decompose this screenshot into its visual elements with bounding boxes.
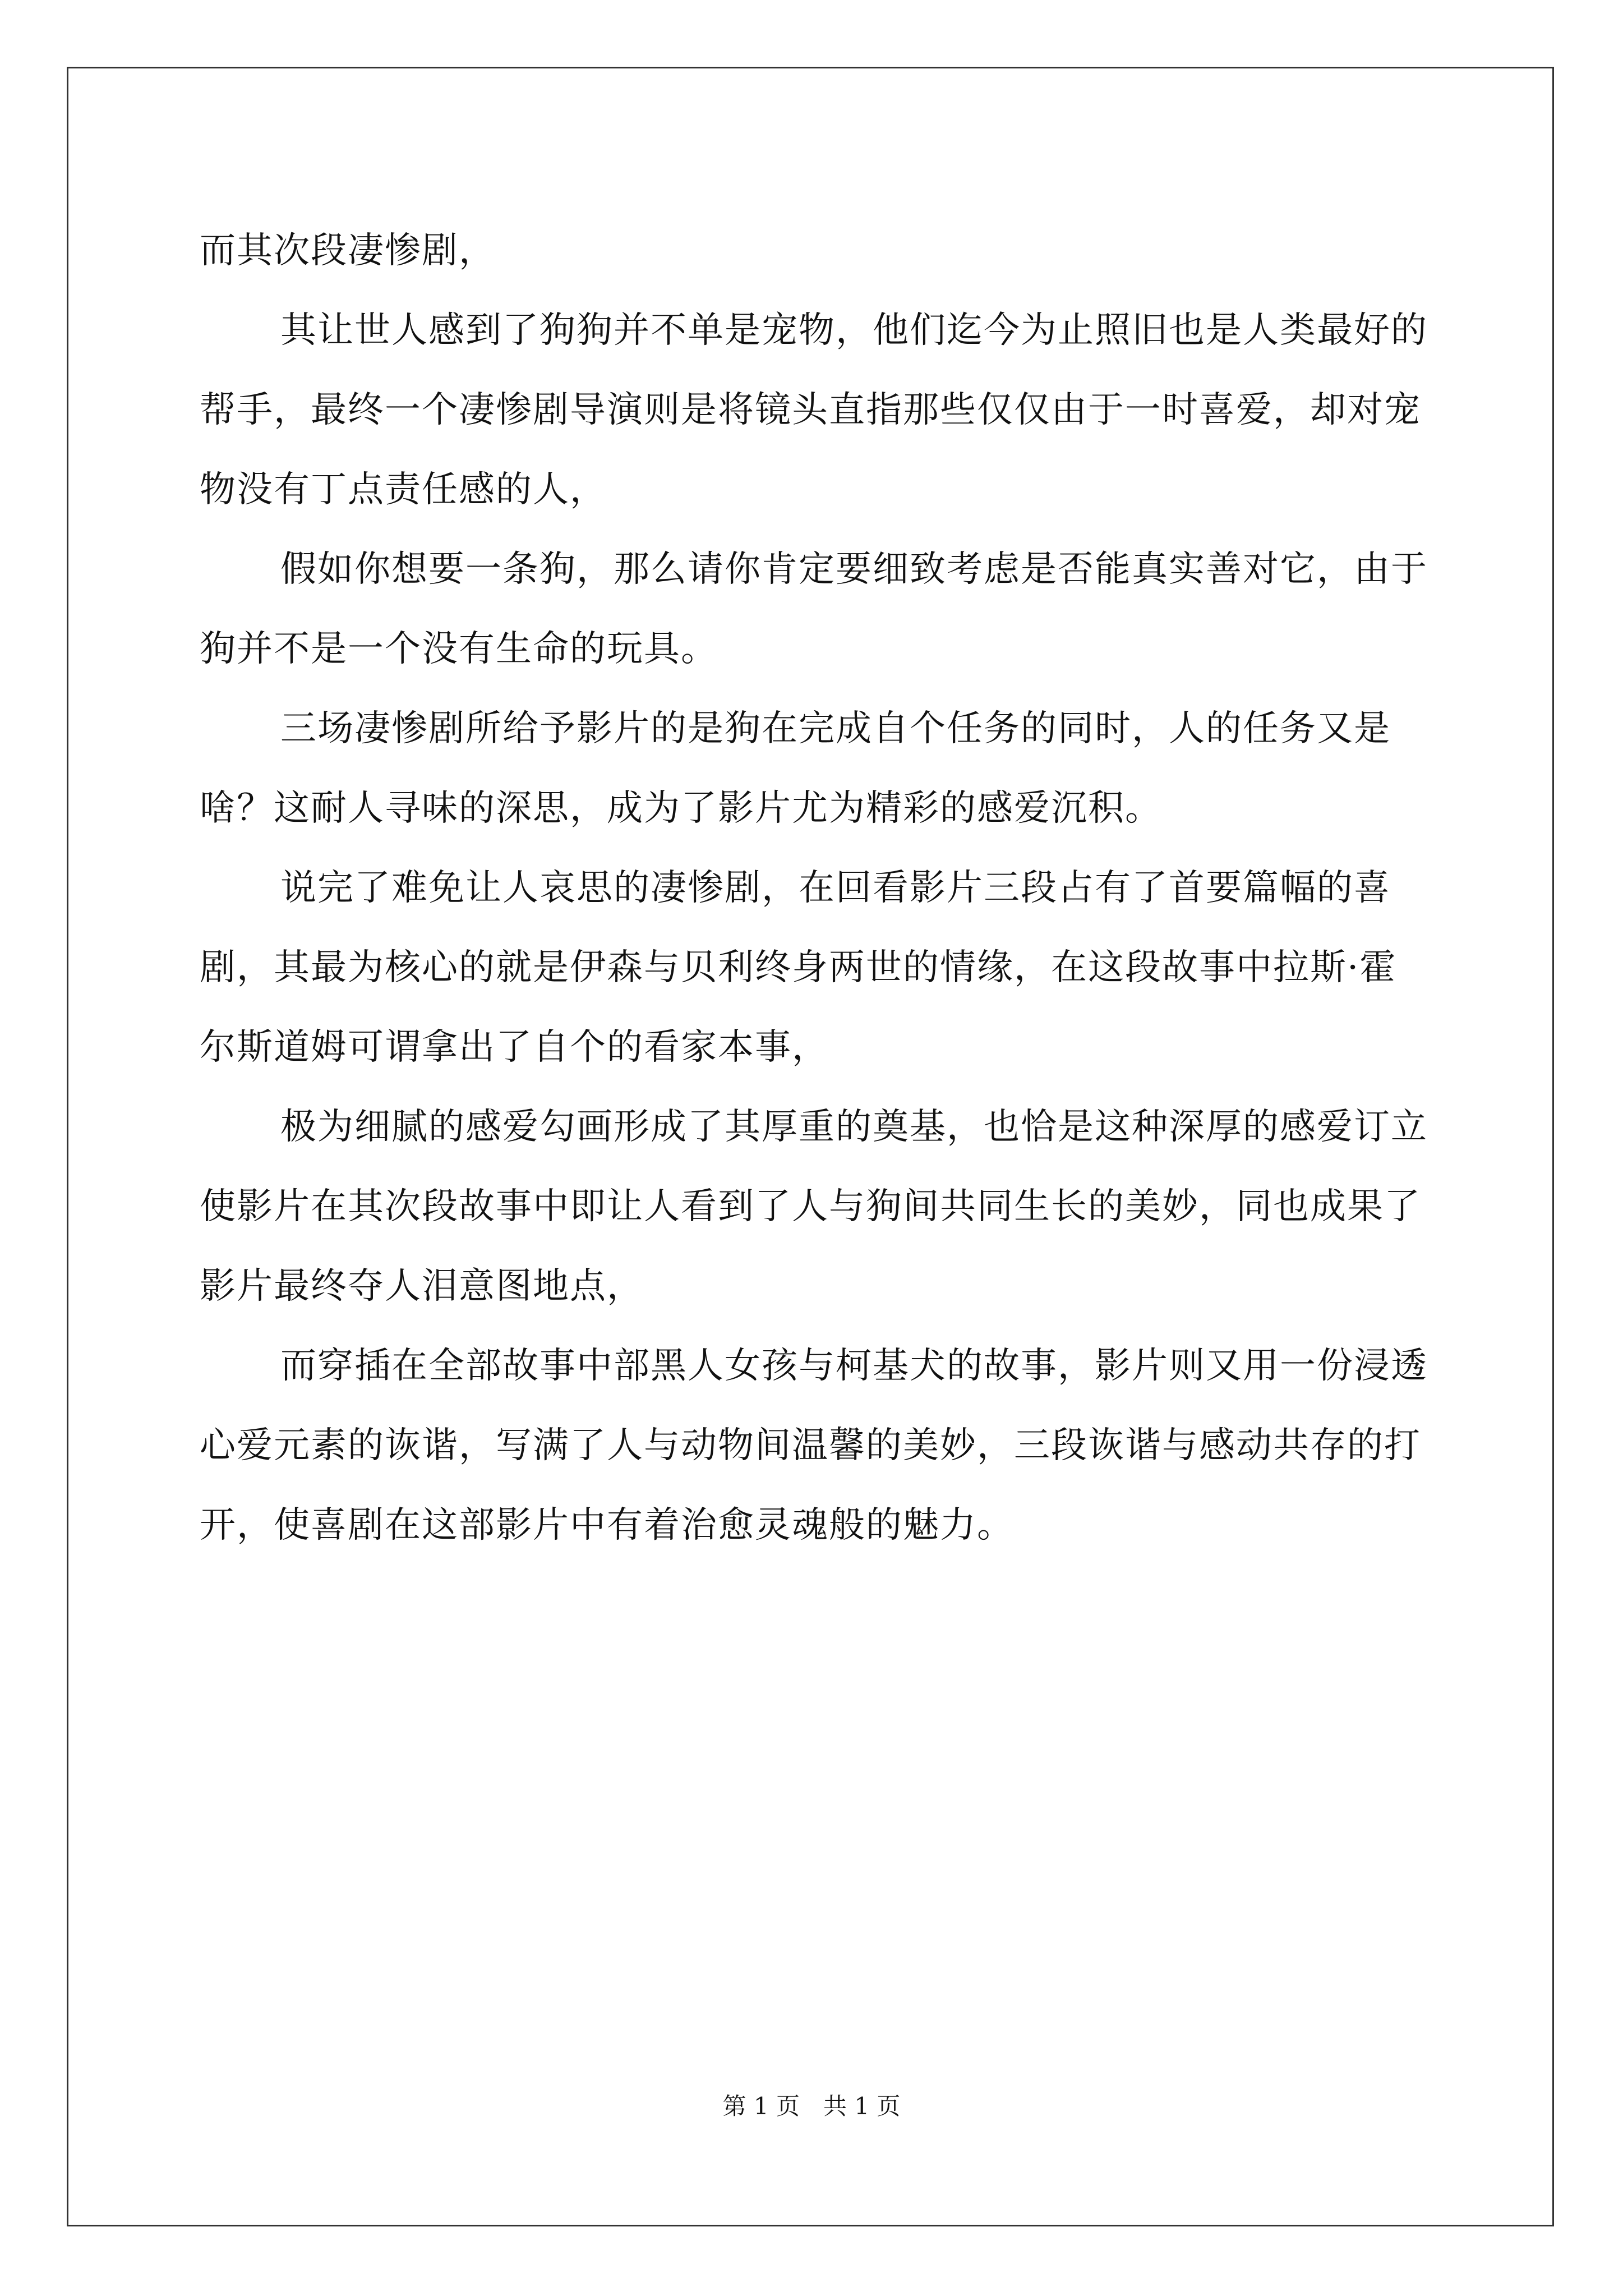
paragraph-2: 其让世人感到了狗狗并不单是宠物，他们迄今为止照旧也是人类最好的帮手，最终一个凄惨剧导演则是将镜头直指那些仅仅由于一时喜爱，却对宠物没有丁点责任感的人， [200, 310, 1428, 510]
paragraph-5: 说完了难免让人哀思的凄惨剧，在回看影片三段占有了首要篇幅的喜剧，其最为核心的就是伊森与贝利终身两世的情缘，在这段故事中拉斯·霍尔斯道姆可谓拿出了自个的看家本事， [200, 867, 1397, 1068]
paragraph-4: 三场凄惨剧所给予影片的是狗在完成自个任务的同时，人的任务又是啥？这耐人寻味的深思，成为了影片尤为精彩的感爱沉积。 [200, 708, 1391, 829]
page-footer: 第 1 页 共 1 页 [722, 2092, 901, 2120]
paragraph-1: 而其次段凄惨剧， [200, 230, 496, 272]
paragraph-6: 极为细腻的感爱勾画形成了其厚重的奠基，也恰是这种深厚的感爱订立使影片在其次段故事中即让人看到了人与狗间共同生长的美妙，同也成果了影片最终夺人泪意图地点， [200, 1106, 1428, 1307]
paragraph-7: 而穿插在全部故事中部黑人女孩与柯基犬的故事，影片则又用一份浸透心爱元素的诙谐，写满了人与动物间温馨的美妙，三段诙谐与感动共存的打开，使喜剧在这部影片中有着治愈灵魂般的魅力。 [200, 1345, 1428, 1546]
document-body [200, 211, 1433, 1565]
paragraph-3: 假如你想要一条狗，那么请你肯定要细致考虑是否能真实善对它，由于狗并不是一个没有生命的玩具。 [200, 549, 1428, 670]
